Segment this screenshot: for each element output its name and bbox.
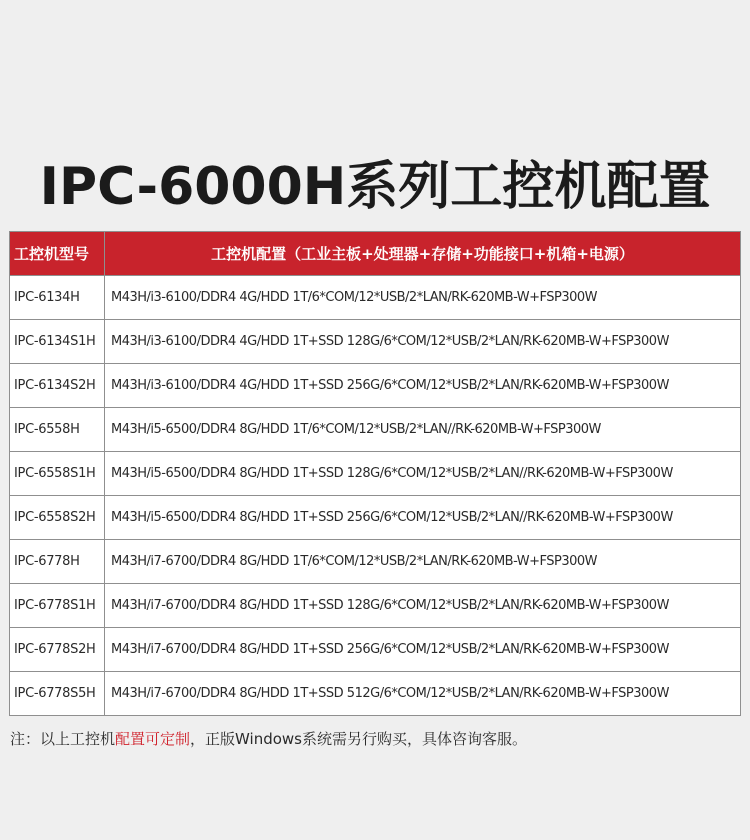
model-cell: IPC-6778H xyxy=(10,540,105,584)
model-cell: IPC-6134H xyxy=(10,276,105,320)
model-cell: IPC-6134S2H xyxy=(10,364,105,408)
spec-cell: M43H/i7-6700/DDR4 8G/HDD 1T/6*COM/12*USB/2*LAN/RK-620MB-W+FSP300W xyxy=(105,540,741,584)
model-cell: IPC-6778S5H xyxy=(10,672,105,716)
table-header-row xyxy=(10,232,741,276)
model-cell: IPC-6558S2H xyxy=(10,496,105,540)
table-row xyxy=(10,408,741,452)
page-title: IPC-6000H系列工控机配置 xyxy=(39,156,711,217)
table-row xyxy=(10,540,741,584)
column-header-model: 工控机型号 xyxy=(10,232,105,276)
table-row xyxy=(10,672,741,716)
spec-cell: M43H/i5-6500/DDR4 8G/HDD 1T+SSD 256G/6*COM/12*USB/2*LAN//RK-620MB-W+FSP300W xyxy=(105,496,741,540)
column-header-spec: 工控机配置（工业主板+处理器+存储+功能接口+机箱+电源） xyxy=(105,232,741,276)
spec-cell: M43H/i7-6700/DDR4 8G/HDD 1T+SSD 256G/6*COM/12*USB/2*LAN/RK-620MB-W+FSP300W xyxy=(105,628,741,672)
model-cell: IPC-6778S2H xyxy=(10,628,105,672)
model-cell: IPC-6134S1H xyxy=(10,320,105,364)
footnote-suffix: ，正版Windows系统需另行购买，具体咨询客服。 xyxy=(190,730,527,748)
model-cell: IPC-6558H xyxy=(10,408,105,452)
spec-cell: M43H/i5-6500/DDR4 8G/HDD 1T+SSD 128G/6*COM/12*USB/2*LAN//RK-620MB-W+FSP300W xyxy=(105,452,741,496)
footnote-prefix: 注：以上工控机 xyxy=(10,730,116,748)
model-cell: IPC-6558S1H xyxy=(10,452,105,496)
table-row xyxy=(10,364,741,408)
spec-cell: M43H/i7-6700/DDR4 8G/HDD 1T+SSD 512G/6*COM/12*USB/2*LAN/RK-620MB-W+FSP300W xyxy=(105,672,741,716)
table-row xyxy=(10,452,741,496)
spec-cell: M43H/i3-6100/DDR4 4G/HDD 1T/6*COM/12*USB/2*LAN/RK-620MB-W+FSP300W xyxy=(105,276,741,320)
spec-cell: M43H/i3-6100/DDR4 4G/HDD 1T+SSD 256G/6*COM/12*USB/2*LAN/RK-620MB-W+FSP300W xyxy=(105,364,741,408)
table-row xyxy=(10,276,741,320)
model-cell: IPC-6778S1H xyxy=(10,584,105,628)
spec-cell: M43H/i3-6100/DDR4 4G/HDD 1T+SSD 128G/6*COM/12*USB/2*LAN/RK-620MB-W+FSP300W xyxy=(105,320,741,364)
spec-cell: M43H/i5-6500/DDR4 8G/HDD 1T/6*COM/12*USB/2*LAN//RK-620MB-W+FSP300W xyxy=(105,408,741,452)
table-row xyxy=(10,628,741,672)
footnote xyxy=(10,728,527,749)
table-row xyxy=(10,320,741,364)
footnote-highlight: 配置可定制 xyxy=(115,730,191,748)
spec-cell: M43H/i7-6700/DDR4 8G/HDD 1T+SSD 128G/6*COM/12*USB/2*LAN/RK-620MB-W+FSP300W xyxy=(105,584,741,628)
table-row xyxy=(10,496,741,540)
table-row xyxy=(10,584,741,628)
config-table xyxy=(9,231,741,716)
